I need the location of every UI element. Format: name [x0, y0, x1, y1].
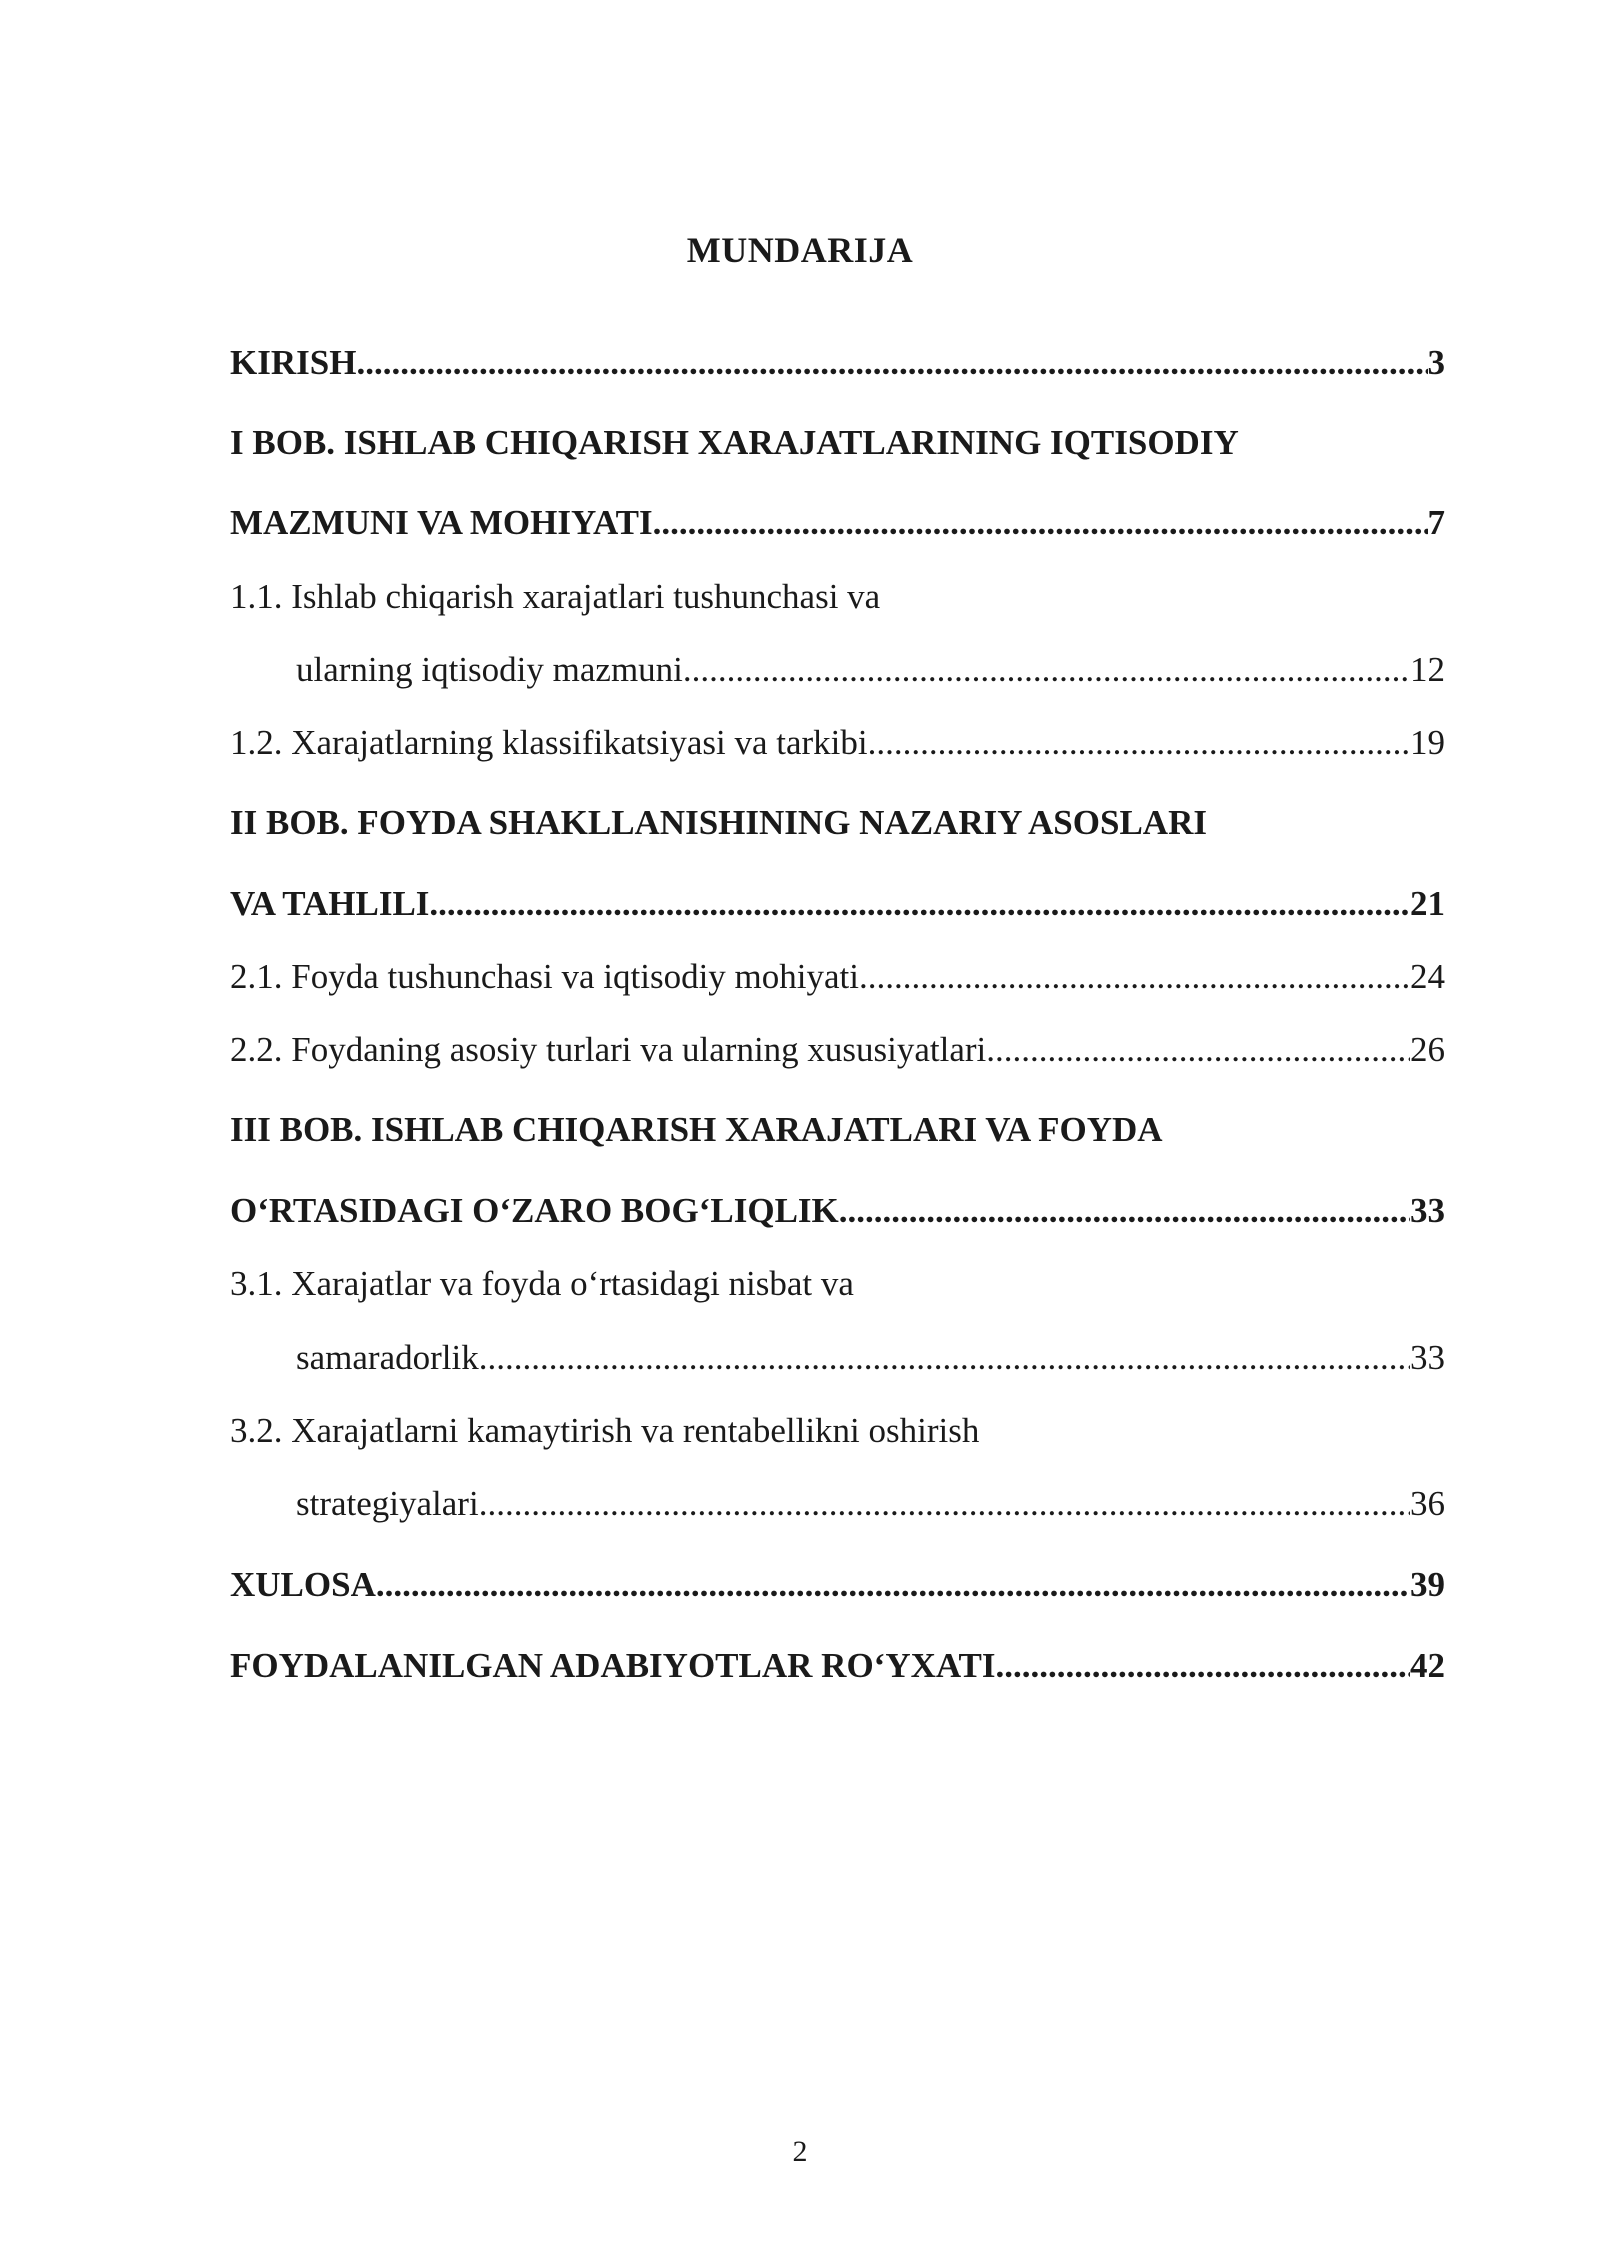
toc-entry-section-3-1[interactable]	[230, 1333, 1445, 1383]
toc-entry-chapter-2[interactable]	[230, 879, 1445, 929]
dot-leader	[356, 338, 1427, 388]
toc-chapter-3-line1[interactable]: III BOB. ISHLAB CHIQARISH XARAJATLARI VA FOYDA	[230, 1110, 1163, 1149]
dot-leader	[986, 1025, 1410, 1075]
toc-page-number: 39	[1410, 1565, 1445, 1604]
toc-section-3-1-line1[interactable]: 3.1. Xarajatlar va foyda o‘rtasidagi nisbat va	[230, 1264, 854, 1303]
dot-leader	[683, 645, 1410, 695]
toc-page-number: 24	[1410, 957, 1445, 996]
dot-leader	[376, 1560, 1410, 1610]
toc-page-number: 42	[1410, 1646, 1445, 1685]
toc-page-number: 12	[1410, 650, 1445, 689]
toc-entry-section-3-2[interactable]	[230, 1479, 1445, 1529]
toc-entry-label: KIRISH	[230, 343, 357, 382]
toc-entry-chapter-1[interactable]	[230, 498, 1445, 548]
toc-entry-label: 2.2. Foydaning asosiy turlari va ularning xususiyatlari	[230, 1030, 987, 1069]
toc-page-number: 33	[1410, 1191, 1445, 1230]
dot-leader	[479, 1479, 1410, 1529]
toc-entry-label: XULOSA	[230, 1565, 376, 1604]
dot-leader	[479, 1333, 1410, 1383]
toc-page-number: 7	[1427, 503, 1445, 542]
toc-entry-label: samaradorlik	[296, 1338, 479, 1377]
toc-entry-label: strategiyalari	[296, 1484, 479, 1523]
toc-entry-label: 2.1. Foyda tushunchasi va iqtisodiy mohiyati	[230, 957, 859, 996]
toc-page-number: 36	[1410, 1484, 1445, 1523]
dot-leader	[839, 1186, 1410, 1236]
toc-entry-label: O‘RTASIDAGI O‘ZARO BOG‘LIQLIK	[230, 1191, 839, 1230]
toc-entry-chapter-3[interactable]	[230, 1186, 1445, 1236]
toc-entry-section-2-1[interactable]	[230, 952, 1445, 1002]
toc-entry-label: FOYDALANILGAN ADABIYOTLAR RO‘YXATI	[230, 1646, 996, 1685]
dot-leader	[868, 718, 1410, 768]
toc-entry-references[interactable]	[230, 1641, 1445, 1691]
dot-leader	[429, 879, 1410, 929]
dot-leader	[996, 1641, 1410, 1691]
toc-entry-label: ularning iqtisodiy mazmuni	[296, 650, 683, 689]
toc-page-number: 3	[1427, 343, 1445, 382]
toc-section-3-2-line1[interactable]: 3.2. Xarajatlarni kamaytirish va rentabellikni oshirish	[230, 1411, 980, 1450]
page-number: 2	[792, 2135, 808, 2168]
toc-entry-label: MAZMUNI VA MOHIYATI	[230, 503, 653, 542]
toc-section-1-1-line1[interactable]: 1.1. Ishlab chiqarish xarajatlari tushunchasi va	[230, 577, 881, 616]
toc-entry-section-1-2[interactable]	[230, 718, 1445, 768]
toc-page-number: 33	[1410, 1338, 1445, 1377]
toc-page-number: 26	[1410, 1030, 1445, 1069]
toc-entry-kirish[interactable]	[230, 338, 1445, 388]
toc-entry-xulosa[interactable]	[230, 1560, 1445, 1610]
toc-page-number: 19	[1410, 723, 1445, 762]
toc-entry-label: VA TAHLILI	[230, 884, 430, 923]
page-title: MUNDARIJA	[686, 230, 914, 270]
toc-chapter-1-line1[interactable]: I BOB. ISHLAB CHIQARISH XARAJATLARINING IQTISODIY	[230, 423, 1239, 462]
dot-leader	[859, 952, 1410, 1002]
toc-entry-section-1-1[interactable]	[230, 645, 1445, 695]
dot-leader	[653, 498, 1428, 548]
toc-entry-section-2-2[interactable]	[230, 1025, 1445, 1075]
toc-entry-label: 1.2. Xarajatlarning klassifikatsiyasi va tarkibi	[230, 723, 868, 762]
toc-chapter-2-line1[interactable]: II BOB. FOYDA SHAKLLANISHINING NAZARIY ASOSLARI	[230, 803, 1207, 842]
toc-page-number: 21	[1410, 884, 1445, 923]
